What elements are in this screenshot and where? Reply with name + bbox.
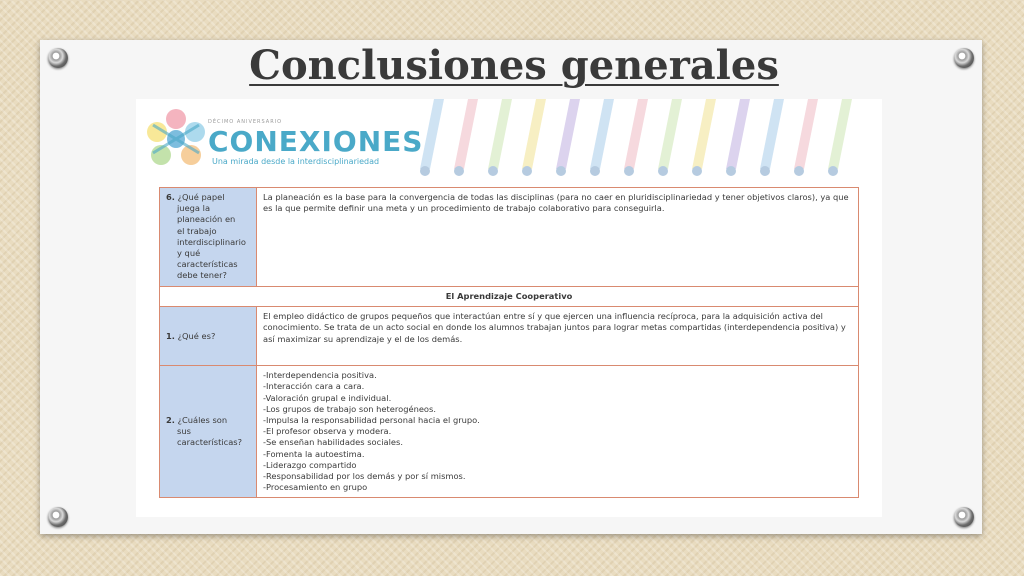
brand-name: CONEXIONES — [208, 125, 424, 158]
question-text-line: y qué — [177, 247, 201, 258]
list-item: -Interacción cara a cara. — [263, 381, 365, 392]
banner-stripe — [692, 99, 716, 169]
list-item: -Los grupos de trabajo son heterogéneos. — [263, 403, 436, 414]
question-text-line: características — [177, 259, 238, 270]
banner-stripe — [488, 99, 512, 169]
conexiones-banner — [136, 99, 882, 179]
question-text-line: características? — [177, 437, 243, 448]
banner-stripe — [760, 99, 784, 169]
banner-dot — [522, 166, 532, 176]
list-item: -Interdependencia positiva. — [263, 370, 377, 381]
list-item: -Valoración grupal e individual. — [263, 392, 392, 403]
question-text-line: interdisciplinario — [177, 236, 246, 247]
question-number: 6. — [166, 192, 175, 202]
banner-stripe — [590, 99, 614, 169]
brand-subtitle: Una mirada desde la interdisciplinariedad — [212, 157, 380, 166]
question-text-line: sus — [177, 426, 191, 437]
banner-stripe — [658, 99, 682, 169]
anniversary-label: DÉCIMO ANIVERSARIO — [208, 119, 283, 125]
banner-stripe — [556, 99, 580, 169]
document-image — [136, 99, 882, 517]
question-cell — [160, 307, 257, 366]
question-cell — [160, 188, 257, 287]
list-item: -Procesamiento en grupo — [263, 482, 368, 493]
section-title: El Aprendizaje Cooperativo — [160, 287, 859, 307]
banner-dot — [556, 166, 566, 176]
banner-dot — [590, 166, 600, 176]
cooperative-learning-table — [159, 187, 859, 498]
question-text-line: ¿Qué papel — [177, 192, 225, 202]
slide-title: Conclusiones generales — [249, 42, 779, 89]
list-item: -Se enseñan habilidades sociales. — [263, 437, 403, 448]
pin-bottom-left-icon — [48, 507, 68, 527]
table-row — [160, 287, 859, 307]
banner-dot — [658, 166, 668, 176]
question-text-line: el trabajo — [177, 225, 217, 236]
table-row — [160, 366, 859, 498]
banner-stripe — [420, 99, 444, 169]
list-item: -El profesor observa y modera. — [263, 426, 392, 437]
table-row — [160, 307, 859, 366]
question-text-line: juega la — [177, 203, 211, 214]
decorative-stripes — [410, 99, 882, 179]
banner-dot — [794, 166, 804, 176]
question-text-line: planeación en — [177, 214, 236, 225]
question-text-line: debe tener? — [177, 270, 227, 281]
banner-dot — [488, 166, 498, 176]
banner-stripe — [624, 99, 648, 169]
list-item: -Responsabilidad por los demás y por sí mismos. — [263, 470, 466, 481]
list-item: -Fomenta la autoestima. — [263, 448, 365, 459]
banner-stripe — [828, 99, 852, 169]
answer-cell: El empleo didáctico de grupos pequeños que interactúan entre sí y que ejercen una influencia recíproca, para la adquisición activa del conocimiento. Se trata de un acto social en donde los alumnos trabajan juntos para lograr metas compartidas (interdependencia positiva) y así maximizar su aprendizaje y el de los demás. — [257, 307, 859, 366]
list-item: -Liderazgo compartido — [263, 459, 357, 470]
question-text-line: ¿Cuáles son — [177, 414, 228, 425]
banner-dot — [454, 166, 464, 176]
conexiones-logo-icon — [141, 105, 211, 175]
banner-dot — [420, 166, 430, 176]
pin-bottom-right-icon — [954, 507, 974, 527]
list-item: -Impulsa la responsabilidad personal hacia el grupo. — [263, 414, 480, 425]
banner-dot — [828, 166, 838, 176]
banner-stripe — [522, 99, 546, 169]
banner-dot — [760, 166, 770, 176]
slide-board — [40, 40, 982, 534]
question-cell — [160, 366, 257, 498]
question-text: ¿Qué es? — [177, 330, 216, 341]
banner-dot — [692, 166, 702, 176]
question-number: 2. — [166, 414, 175, 425]
answer-list — [257, 366, 859, 498]
banner-dot — [726, 166, 736, 176]
banner-dot — [624, 166, 634, 176]
banner-stripe — [454, 99, 478, 169]
question-number: 1. — [166, 330, 175, 341]
answer-cell: La planeación es la base para la convergencia de todas las disciplinas (para no caer en pluridisciplinariedad y tener objetivos claros), ya que es la que permite definir una meta y un procedimiento de trabajo colaborativo para conseguirla. — [257, 188, 859, 287]
banner-stripe — [726, 99, 750, 169]
banner-stripe — [794, 99, 818, 169]
table-row — [160, 188, 859, 287]
